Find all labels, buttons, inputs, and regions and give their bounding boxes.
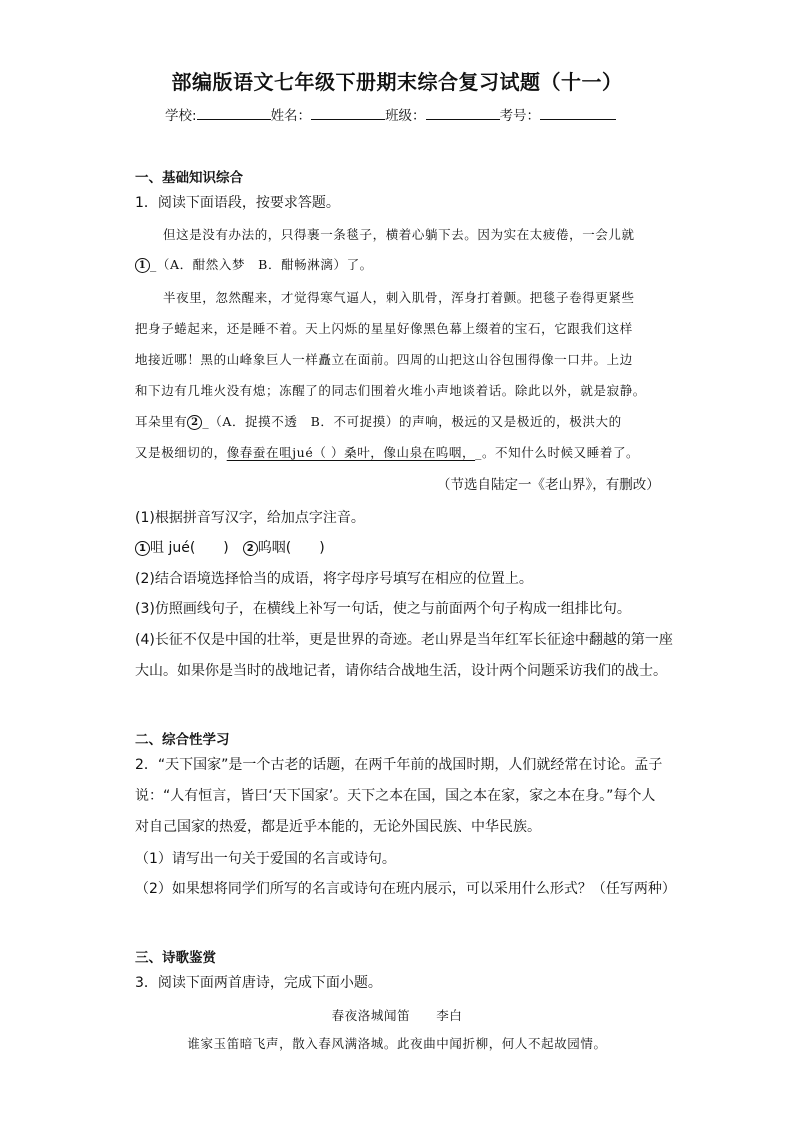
passage-p1-line1: 但这是没有办法的，只得裹一条毯子，横着心躺下去。因为实在太疲倦，一会儿就 [163, 227, 635, 242]
passage-p2-line5 [135, 412, 622, 430]
student-info-row [165, 104, 616, 124]
q2-line1: 2．“天下国家”是一个古老的话题，在两千年前的战国时期，人们就经常在讨论。孟子 [135, 757, 663, 773]
q2-sub2: （2）如果想将同学们所写的名言或诗句在班内展示，可以采用什么形式？（任写两种） [135, 881, 676, 897]
q2-sub1: （1）请写出一句关于爱国的名言或诗句。 [135, 851, 396, 867]
passage-text: 又是极细切的， [135, 445, 227, 460]
q1-intro: 1．阅读下面语段，按要求答题。 [135, 195, 340, 211]
q1-sub1-items [135, 537, 325, 557]
q3-intro: 3．阅读下面两首唐诗，完成下面小题。 [135, 975, 382, 991]
passage-text-end: _。不知什么时候又睡着了。 [475, 445, 640, 460]
q2-line2: 说：“人有恒言，皆曰‘天下国家’。天下之本在国，国之本在家，家之本在身。”每个人 [135, 788, 656, 804]
sub1-item-a: 咀 jué( ) [150, 540, 229, 556]
blank-1-options: _（A．酣然入梦 B．酣畅淋漓）了。 [150, 257, 373, 272]
page-title: 部编版语文七年级下册期末综合复习试题（十一） [171, 70, 623, 94]
circle-number-2: 2 [187, 415, 202, 430]
q2-line3: 对自己国家的热爱，都是近乎本能的，无论外国民族、中华民族。 [135, 819, 541, 835]
passage-p2-line1: 半夜里，忽然醒来，才觉得寒气逼人，刺入肌骨，浑身打着颤。把毯子卷得更紧些 [163, 290, 635, 305]
passage-source: （节选自陆定一《老山界》，有删改） [437, 477, 660, 493]
q1-sub1: (1)根据拼音写汉字，给加点字注音。 [135, 510, 365, 526]
number-blank[interactable] [540, 105, 616, 120]
school-blank[interactable] [197, 105, 271, 120]
poem-author: 李白 [436, 1008, 463, 1023]
passage-p2-line2: 把身子蜷起来，还是睡不着。天上闪烁的星星好像黑色幕上缀着的宝石，它跟我们这样 [135, 321, 633, 336]
poem-heading [0, 1006, 794, 1024]
q1-sub4-line2: 大山。如果你是当时的战地记者，请你结合战地生活，设计两个问题采访我们的战士。 [135, 663, 667, 679]
poem-title: 春夜洛城闻笛 [331, 1008, 411, 1023]
passage-p1-line2 [135, 255, 373, 273]
passage-p2-line6 [135, 443, 639, 461]
passage-p2-line4: 和下边有几堆火没有熄；冻醒了的同志们围着火堆小声地谈着话。除此以外，就是寂静。 [135, 383, 646, 398]
school-label: 学校: [165, 108, 197, 124]
poem-line: 谁家玉笛暗飞声，散入春风满洛城。此夜曲中闻折柳，何人不起故园情。 [187, 1036, 607, 1051]
section1-heading: 一、基础知识综合 [135, 170, 243, 186]
class-blank[interactable] [426, 105, 500, 120]
circle-number-2: 2 [243, 541, 258, 556]
passage-p2-line3: 地接近哪！黑的山峰象巨人一样矗立在面前。四周的山把这山谷包围得像一口井。上边 [135, 352, 633, 367]
passage-text: 耳朵里有 [135, 414, 188, 429]
blank-2-options: _（A．捉摸不透 B．不可捉摸）的声响，极远的又是极近的，极洪大的 [202, 414, 622, 429]
class-label: 班级： [385, 108, 426, 124]
q1-sub2: (2)结合语境选择恰当的成语，将字母序号填写在相应的位置上。 [135, 571, 533, 587]
section3-heading: 三、诗歌鉴赏 [135, 950, 216, 966]
q1-sub3: (3)仿照画线句子，在横线上补写一句话，使之与前面两个句子构成一组排比句。 [135, 601, 631, 617]
number-label: 考号： [499, 108, 541, 124]
q1-sub4-line1: (4)长征不仅是中国的壮举，更是世界的奇迹。老山界是当年红军长征途中翻越的第一座 [135, 632, 673, 648]
section2-heading: 二、综合性学习 [135, 732, 230, 748]
name-label: 姓名： [270, 108, 312, 124]
underlined-sentence: 像春蚕在咀jué（ ）桑叶，像山泉在呜咽， [226, 445, 476, 460]
circle-number-1: 1 [135, 258, 150, 273]
sub1-item-b: 呜咽( ) [257, 540, 325, 556]
name-blank[interactable] [311, 105, 385, 120]
circle-number-1: 1 [135, 541, 150, 556]
